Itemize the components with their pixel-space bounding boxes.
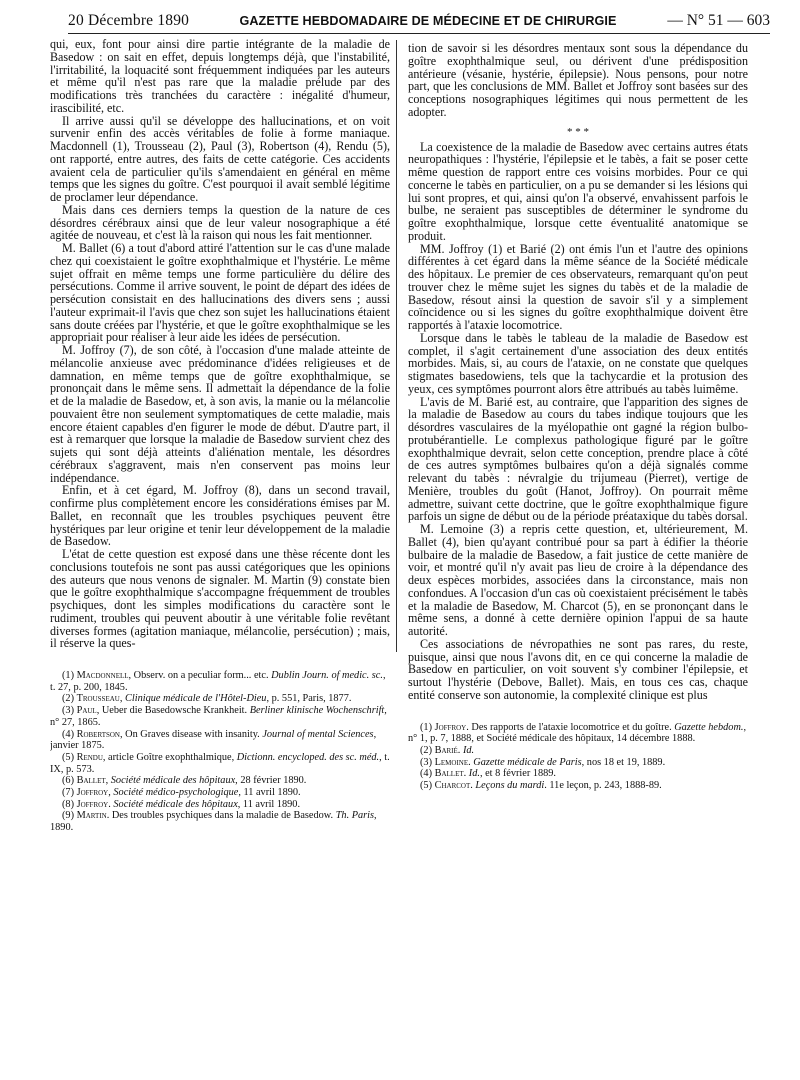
footnote [408, 780, 748, 792]
footnote-author: Ballet [434, 768, 464, 780]
footnote-text: . [468, 756, 474, 768]
footnote-text: , [108, 787, 114, 799]
footnote-source: Gazette médicale de Paris [473, 756, 582, 768]
column-divider [396, 40, 397, 652]
footnote-author: Barié [434, 744, 458, 756]
paragraph: M. Lemoine (3) a repris cette question, et, ultérieurement, M. Ballet (4), bien qu'ayant contribué pour sa part à édifier la théorie bulbaire de la maladie de Basedow, a fait justice de cette manière de voir, et montré qu'il n'y avait pas lieu de croire à la dépendance des deux espèces morbides, associées dans la circonstance, mais non confondues. A l'occasion d'un cas où coexistaient précisément le tabès et la maladie de Basedow, M. Charcot (5), en se prononçant dans le même sens, a donné à cette dernière opinion l'appui de sa haute autorité. [408, 522, 748, 638]
footnote-rest: , n° 27, 1865. [50, 705, 387, 728]
right-column-body-after-break [408, 141, 748, 702]
paragraph: tion de savoir si les désordres mentaux sont sous la dépendance du goître exophthalmique seul, ou dérivent d'une prédisposition antérieure (vésanie, hystérie, épilepsie). Nous pensons, pour notre part, que les conclusions de MM. Ballet et Joffroy sont basées sur des conceptions nosographiques légitimes qui nous permettent de les adopter. [408, 42, 748, 119]
footnote [50, 729, 390, 752]
footnote-source: Th. Paris [335, 810, 375, 822]
footnote-author: Robertson [76, 728, 120, 740]
footnote-rest: , 11 avril 1890. [238, 787, 301, 799]
footnote-num: (5) [62, 751, 75, 763]
header-date: 20 Décembre 1890 [68, 12, 190, 29]
left-column [50, 38, 390, 1073]
footnote-rest: , p. 551, Paris, 1877. [266, 693, 352, 705]
footnote-author: Joffroy [76, 798, 109, 810]
footnote-rest: , nos 18 et 19, 1889. [581, 756, 666, 768]
footnote-source: Berliner klinische Wochenschrift [249, 705, 385, 717]
footnote-num: (8) [62, 798, 75, 810]
footnote-text: , article Goître exophthalmique, [102, 751, 237, 763]
footnote-text: , Ueber die Basedowsche Krankheit. [96, 705, 250, 717]
paragraph: Lorsque dans le tabès le tableau de la maladie de Basedow est complet, il s'agit certainement d'une association des deux entités morbides. Mais, si, au cours de l'ataxie, on ne constate que quelques stigmates basedowiens, tels que la tachycardie et la protusion des yeux, ces symptômes pourront alors être attribués au tabès luimême. [408, 330, 748, 396]
footnote-source: Société médico-psychologique [113, 787, 239, 799]
paragraph: La coexistence de la maladie de Basedow avec certains autres états neuropathiques : l'hystérie, l'épilepsie et le tabès, a fait se poser cette même question de rapport entre ces voisins morbides. Pour ce qui concerne le tabès en particulier, on a pu se demander si les lésions qui lui sont propres, et qui, ainsi qu'on l'a observé, envahissent parfois le bulbe, ne seraient pas susceptibles de déterminer le syndrome du goître exophthalmique, lorsque cette éventualité anatomique se produit. [408, 139, 748, 243]
paragraph: Ces associations de névropathies ne sont pas rares, du reste, puisque, ainsi que nous l'avons dit, en ce qui concerne la maladie de Basedow en particulier, on voit souvent s'y combiner l'épilepsie, et surtout l'hystérie (Debove, Ballet). Mais, en tous ces cas, chaque entité conserve son autonomie, la complexité clinique est plus [408, 636, 748, 702]
footnote [50, 799, 390, 811]
footnote-text: , [105, 775, 111, 787]
footnote-author: Martin [76, 810, 107, 822]
paragraph: L'état de cette question est exposé dans une thèse récente dont les conclusions toutefois ne sont pas aussi catégoriques que les opinions des auteurs que nous venons de signaler. M. Martin (9) constate bien que le goître exophthalmique s'accompagne fréquemment de troubles psychiques, dont les simples modifications du caractère sont le rudiment, troubles qui peuvent aboutir à une véritable folie revêtant diverses formes (agitation maniaque, mélancolie, persécution) ; mais, il réserve la ques- [50, 547, 390, 651]
footnote-author: Macdonnell [76, 670, 129, 681]
section-break-asterisks: * * * [567, 125, 589, 138]
footnote-source: Journal of mental Sciences [262, 728, 374, 740]
footnote-num: (7) [62, 787, 75, 799]
footnote-rest: , et 8 février 1889. [479, 768, 556, 780]
footnote-num: (1) [420, 721, 433, 733]
footnote-text: . [470, 780, 476, 792]
paragraph: M. Joffroy (7), de son côté, à l'occasion d'une malade atteinte de mélancolie anxieuse avec prédominance d'idées religieuses et de damnation, en même temps que de goître exophthalmique, se prononçait dans le même sens. Il admettait la dépendance de la folie et de la maladie de Basedow, et, à son avis, la manie ou la mélancolie pouvaient être non seulement symptomatiques de cette maladie, mais encore étaient capables d'en figurer le mode de début. D'autre part, il est à remarquer que lorsque la maladie de Basedow survient chez des sujets qui sont déjà atteints d'aliénation mentale, les désordres cérébraux s'aggravent, mais n'en conservent pas moins leur indépendance. [50, 343, 390, 485]
footnote-num: (4) [62, 728, 75, 740]
left-column-body [50, 38, 390, 650]
footnote-num: (3) [62, 705, 75, 717]
footnote-num: (5) [420, 780, 433, 792]
footnote-num: (1) [62, 670, 75, 681]
footnote-author: Rendu [76, 751, 103, 763]
paragraph: Enfin, et à cet égard, M. Joffroy (8), dans un second travail, confirme plus complètement encore les considérations émises par M. Ballet, en reconnaît que les troubles psychiques peuvent être hystériques par leur origine et tenir leur développement de la maladie de Basedow. [50, 483, 390, 549]
footnote [50, 810, 390, 833]
footnote-source: Leçons du mardi [475, 780, 545, 792]
footnote-rest: , janvier 1875. [50, 728, 377, 752]
footnote [50, 775, 390, 787]
footnote-rest: , t. IX, p. 573. [50, 751, 390, 775]
footnote-author: Joffroy [76, 787, 109, 799]
footnote-num: (3) [420, 756, 433, 768]
right-footnotes [408, 708, 748, 792]
footnote-num: (6) [62, 775, 75, 787]
footnote-author: Charcot [434, 780, 471, 792]
footnote-rest: , 1890. [50, 810, 377, 834]
footnote [50, 705, 390, 728]
footnote [408, 768, 748, 780]
footnote-source: Gazette hebdom. [674, 721, 744, 733]
paragraph: L'avis de M. Barié est, au contraire, que l'apparition des signes de la maladie de Basedow au cours du tabes indique toujours que les désordres vasculaires de la myélopathie ont gagné la région bulbo-protubérantielle. Le complexus pathologique figuré par le goître exophthalmique devrait, selon cette conception, prendre place à côté de ces autres symptômes bulbaires qu'on a déjà signalés comme relevant du tabès : névralgie du trijumeau (Pierret), vertige de Menière, troubles du goût (Hanot, Joffroy). On pourrait même admettre, suivant cette doctrine, que le goître exophthalmique figure parfois un signe de début ou de la période préataxique du tabès dorsal. [408, 394, 748, 524]
footnote-text: . Des rapports de l'ataxie locomotrice et du goître. [466, 721, 675, 733]
footnote [50, 693, 390, 705]
footnote-source: Id. [462, 744, 475, 756]
paragraph: qui, eux, font pour ainsi dire partie intégrante de la maladie de Basedow : on sait en effet, depuis longtemps déjà, que l'instabilité, l'irritabilité, la loquacité sont fréquemment indiquées par les auteurs et même qu'il n'est pas rare que la maladie prélude par des modifications très tranchées du caractère : inégalité d'humeur, irascibilité, etc. [50, 38, 390, 115]
footnote-text: , Observ. on a peculiar form... etc. [128, 670, 272, 681]
footnote-text: . [108, 798, 114, 810]
paragraph: Mais dans ces derniers temps la question de la nature de ces désordres cérébraux ainsi que de leur valeur nosographique a été agitée de nouveau, et c'est là la raison qui nous les fait mentionner. [50, 202, 390, 243]
footnote-author: Ballet [76, 775, 106, 787]
footnote-text: . [457, 744, 463, 756]
footnote-text: . Des troubles psychiques dans la maladie de Basedow. [106, 810, 336, 822]
footnote-author: Lemoine [434, 756, 469, 768]
footnote-num: (2) [420, 744, 433, 756]
footnote-num: (9) [62, 810, 75, 822]
footnote-text: , [119, 693, 125, 705]
footnote [408, 757, 748, 769]
footnote-rest: . 11e leçon, p. 243, 1888-89. [544, 780, 662, 792]
footnote [50, 787, 390, 799]
footnote-gap [50, 656, 390, 670]
footnote-source: Id. [468, 768, 480, 780]
footnote-rest: , t. 27, p. 200, 1845. [50, 670, 386, 693]
footnote-text: , On Graves disease with insanity. [120, 728, 263, 740]
footnote-rest: , 28 février 1890. [235, 775, 307, 787]
left-footnotes [50, 656, 390, 834]
footnote-source: Dublin Journ. of medic. sc. [271, 670, 383, 681]
footnote [408, 745, 748, 757]
footnote-text: . [463, 768, 469, 780]
right-column [408, 42, 748, 1077]
running-header [68, 8, 770, 34]
footnote-source: Clinique médicale de l'Hôtel-Dieu [125, 693, 267, 705]
header-page-number: — N° 51 — 603 [667, 12, 770, 29]
paragraph: M. Ballet (6) a tout d'abord attiré l'attention sur le cas d'une malade chez qui coexistaient le goître exophthalmique et l'hystérie. Le même sujet offrait en même temps une forme particulière du délire des persécutions. Comme il arrive souvent, le point de départ des idées de persécution consistait en des hallucinations des divers sens ; aussi l'auteur exprimait-il l'avis que chez son sujet les hallucinations étaient sans doute créées par l'hystérie, et que le goître exophthalmique se les appropriait pour réaliser à leur aide les idées de persécution. [50, 241, 390, 345]
footnote-author: Paul [76, 705, 97, 717]
paragraph: Il arrive aussi qu'il se développe des hallucinations, et on voit survenir enfin des accès véritables de folie à forme maniaque. Macdonnell (1), Trousseau (2), Paul (3), Robertson (4), Rendu (5), ont rapporté, entre autres, des faits de cette catégorie. Ces accidents avaient cela de particulier qu'ils s'amendaient en général en même temps que les signes du goître. C'est pourquoi il avait semblé légitime de proclamer leur dépendance. [50, 113, 390, 204]
header-journal-title: GAZETTE HEBDOMADAIRE DE MÉDECINE ET DE CHIRURGIE [239, 14, 617, 28]
footnote-gap [408, 708, 748, 722]
footnote [50, 670, 390, 693]
footnote-source: Société médicale des hôpitaux [113, 798, 238, 810]
footnote-source: Société médicale des hôpitaux [110, 775, 236, 787]
footnote-rest: , 11 avril 1890. [237, 798, 301, 810]
right-column-body-before-break [408, 42, 748, 119]
footnote-author: Trousseau [76, 693, 120, 705]
footnote [408, 722, 748, 745]
footnote-rest: , n° 1, p. 7, 1888, et Société médicale des hôpitaux, 14 décembre 1888. [408, 721, 747, 745]
footnote-num: (4) [420, 768, 433, 780]
paragraph: MM. Joffroy (1) et Barié (2) ont émis l'un et l'autre des opinions différentes à cet égard dans la même séance de la Société médicale des hôpitaux. Le premier de ces observateurs, remarquant qu'on peut trouver chez le même sujet les signes du tabès et de la maladie de Basedow, résout ainsi la question de savoir s'il y a simplement coïncidence ou si les signes du goître exophthalmique doivent être rapportés à l'ataxie locomotrice. [408, 241, 748, 332]
footnote-author: Joffroy [434, 721, 467, 733]
footnote [50, 752, 390, 775]
footnote-source: Dictionn. encycloped. des sc. méd. [236, 751, 380, 763]
footnote-num: (2) [62, 693, 75, 705]
